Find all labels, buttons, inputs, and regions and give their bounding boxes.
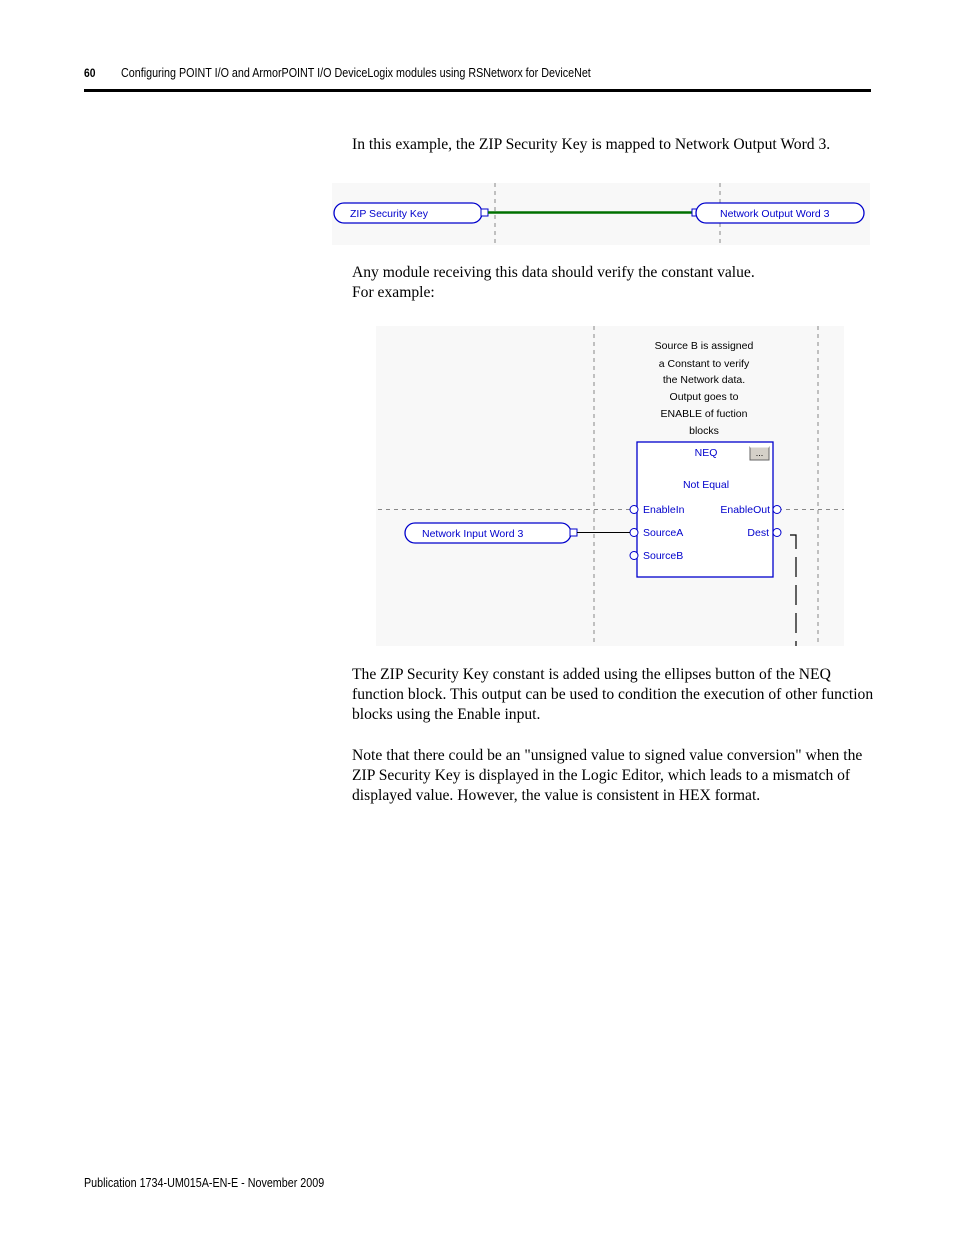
enable-in-label: EnableIn [643,504,685,516]
annotation-line: Output goes to [669,391,739,403]
enable-in-pin [630,506,638,514]
verify-line-1: Any module receiving this data should verify the constant value. [352,264,755,281]
enable-out-pin [773,506,781,514]
tag-output-pin [570,529,577,536]
annotation-line: Source B is assigned [654,340,754,352]
verify-line-2: For example: [352,284,435,301]
source-a-label: SourceA [643,527,684,539]
annotation-line: a Constant to verify [658,358,750,370]
annotation-line: the Network data. [662,374,746,386]
diagram-background [376,326,844,646]
running-header: Configuring POINT I/O and ArmorPOINT I/O DeviceLogix modules using RSNetworx for DeviceNet [121,66,591,80]
dest-pin [773,529,781,537]
source-b-pin [630,552,638,560]
network-input-word-3-label: Network Input Word 3 [422,528,524,540]
block-description: Not Equal [682,479,730,491]
annotation-line: blocks [689,425,719,437]
intro-paragraph: In this example, the ZIP Security Key is mapped to Network Output Word 3. [352,136,831,153]
source-b-label: SourceB [643,550,684,562]
annotation-line: ENABLE of fuction [660,408,748,420]
source-a-pin [630,529,638,537]
enable-out-label: EnableOut [720,504,770,516]
dest-label: Dest [747,527,769,539]
network-output-word-3-label: Network Output Word 3 [720,208,830,220]
note-paragraph: Note that there could be an "unsigned value to signed value conversion" when the ZIP Security Key is displayed in the Logic Editor, which leads to a mismatch of displayed value. However, the value is consistent in HEX format. [352,747,863,804]
page-number: 60 [84,66,96,80]
block-name: NEQ [694,447,718,459]
footer-publication: Publication 1734-UM015A-EN-E - November 2009 [84,1176,325,1190]
ellipsis-label[interactable]: ... [755,448,764,458]
zip-security-key-label: ZIP Security Key [350,208,429,220]
ellipsis-button[interactable] [750,447,769,460]
constant-paragraph: The ZIP Security Key constant is added using the ellipses button of the NEQ function block. This output can be used to condition the execution of other function blocks using the Enable input. [352,666,874,723]
